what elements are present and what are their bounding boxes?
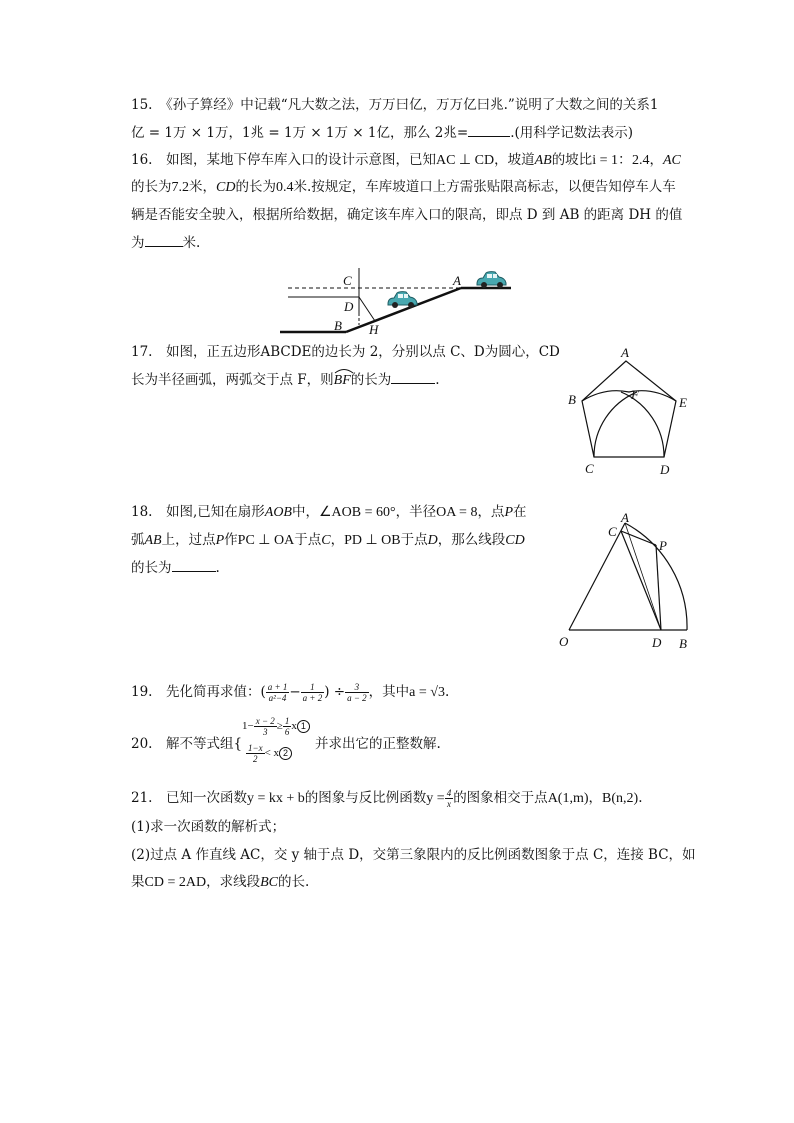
q19-f3-den: a − 2	[347, 693, 367, 703]
q21-linear: y = kx + b	[246, 791, 305, 806]
q17-text-2c: .	[435, 372, 440, 388]
q18-pd-perp: PD ⊥ OB	[344, 533, 401, 548]
q15-line-1	[131, 96, 658, 114]
q21-line-1	[131, 788, 642, 809]
q18-text-1e: ，半径	[395, 504, 437, 520]
q17-arc-label: BF	[333, 373, 351, 388]
q18-p2: P	[215, 533, 225, 548]
q19-f3-num: 3	[345, 682, 369, 693]
q19-frac-1	[266, 682, 290, 703]
q18-text-1a: 18. 如图,已知在扇形	[131, 504, 265, 520]
q19-f1-den: a²−4	[268, 693, 287, 703]
q19-condition: a = √3	[409, 685, 445, 700]
q19-f1-num: a + 1	[267, 682, 288, 692]
q18-text-2a: 弧	[131, 532, 145, 548]
q19-minus: −	[289, 684, 301, 700]
q16-line-3	[131, 206, 682, 224]
label-e: E	[679, 395, 687, 410]
q20-r2-frac	[246, 743, 265, 764]
q16-text-3: 辆是否能安全驶入，根据所给数据，确定该车库入口的限高，即点 D 到 AB 的距离 DH 的值	[131, 207, 683, 223]
q17-line-2	[131, 371, 440, 390]
q19-f2-num: 1	[301, 682, 325, 693]
q20-r1-num: x − 2	[255, 716, 275, 726]
q21-text-1e: 的图象相交于点	[453, 790, 548, 806]
q19-prefix: 19. 先化简再求值：(	[131, 684, 266, 700]
q17-text-2a: 长为半径画弧，两弧交于点 F，则	[131, 372, 334, 388]
q18-text-2e: 作	[224, 532, 238, 548]
q18-aob: AOB	[264, 505, 292, 520]
q18-line-1	[131, 503, 527, 522]
q17-line-1	[131, 343, 560, 361]
q19-frac-3	[345, 682, 369, 703]
q17-text-1: 17. 如图，正五边形ABCDE的边长为 2，分别以点 C、D为圆心，CD	[131, 344, 560, 360]
label-c: C	[343, 273, 352, 288]
q19-line	[131, 682, 449, 703]
q18-pc-perp: PC ⊥ OA	[237, 533, 295, 548]
label-h: H	[369, 322, 379, 337]
q16-slope-ratio: i = 1：2.4	[592, 153, 650, 168]
q16-text-4b: 米.	[182, 235, 201, 251]
q18-text-2k: 于点	[400, 532, 428, 548]
q20-suffix-line	[315, 735, 441, 753]
q18-p: P	[504, 505, 513, 520]
q18-cd: CD	[505, 533, 525, 548]
q20-r2-lt: < x	[264, 747, 280, 760]
q19-frac-2	[301, 682, 325, 703]
arc-symbol-icon	[334, 368, 354, 374]
q18-text-1c: 中，	[291, 504, 319, 520]
q16-comma: ，	[649, 152, 663, 168]
q19-close: ) ÷	[324, 684, 346, 700]
dh-line	[359, 297, 375, 321]
q18-text-3a: 的长为	[131, 560, 172, 576]
q16-ab: AB	[534, 153, 552, 168]
q18-answer-blank[interactable]	[172, 559, 216, 572]
q20-r1-den2: 6	[284, 727, 290, 737]
q18-line-3	[131, 559, 220, 577]
q20-r1-x: x	[291, 720, 297, 733]
q21-part-2: (2)过点 A 作直线 AC，交 y 轴于点 D，交第三象限内的反比例函数图象于点 C，连接 BC，如	[131, 847, 696, 863]
arc-from-c	[621, 392, 664, 457]
label-a: A	[621, 510, 629, 525]
q18-ab: AB	[144, 533, 162, 548]
label-d: D	[344, 299, 354, 314]
label-f: F	[631, 387, 639, 402]
label-c: C	[585, 461, 594, 476]
q16-line-1	[131, 151, 681, 170]
label-c: C	[608, 524, 617, 539]
q21-comma: ，	[588, 790, 603, 806]
q16-text-4a: 为	[131, 235, 145, 251]
q16-text-2c: 米，	[189, 179, 216, 195]
q16-text-1a: 16. 如图，某地下停车库入口的设计示意图，已知	[131, 152, 436, 168]
q20-r2-num: 1−x	[248, 743, 263, 753]
label-b: B	[679, 636, 687, 651]
q16-ac-length: 7.2	[171, 180, 189, 195]
label-b: B	[334, 318, 342, 333]
q21-text-4a: 果	[131, 874, 145, 890]
q16-cd-length: 0.4	[275, 180, 294, 195]
label-a: A	[621, 345, 629, 360]
q21-part-1: (1)求一次函数的解析式；	[131, 819, 286, 835]
label-b: B	[568, 392, 576, 407]
q18-angle: ∠AOB = 60°	[318, 505, 396, 520]
q16-ac: AC	[662, 153, 681, 168]
q18-d: D	[427, 533, 438, 548]
q21-den: x	[446, 799, 451, 809]
q18-text-3b: .	[215, 560, 220, 576]
q17-figure	[560, 345, 700, 480]
q21-text-4c: ，求线段	[206, 874, 261, 890]
q16-cd: CD	[216, 180, 236, 195]
q21-text-1a: 21. 已知一次函数	[131, 790, 247, 806]
q21-line-4	[131, 873, 309, 892]
q19-end: .	[444, 684, 450, 700]
q21-point-b: B(n,2)	[602, 791, 639, 806]
q21-line-2	[131, 818, 285, 836]
q20-prefix: 20. 解不等式组{	[131, 736, 243, 752]
car-icon	[388, 292, 417, 308]
label-d: D	[660, 462, 670, 477]
q17-answer-blank[interactable]	[391, 371, 435, 384]
q16-line-4	[131, 234, 200, 252]
circled-two-icon: 2	[279, 747, 292, 760]
q21-line-3	[131, 846, 696, 864]
label-o: O	[559, 634, 569, 649]
q17-arc-bf	[334, 372, 351, 390]
q15-line-2	[131, 124, 633, 142]
q18-figure	[555, 510, 700, 655]
q18-c: C	[321, 533, 331, 548]
q20-r2-den: 2	[253, 754, 258, 764]
q21-y-eq: y =	[426, 791, 445, 806]
q18-line-2	[131, 531, 525, 550]
oa-line	[569, 523, 625, 630]
q21-cd-eq: CD = 2AD	[144, 875, 207, 890]
q20-r1-a: 1−	[242, 720, 254, 733]
label-p: P	[659, 538, 667, 553]
q18-radius: OA = 8	[436, 505, 478, 520]
q20-line	[131, 735, 242, 753]
q16-text-1d: 的坡比	[551, 152, 593, 168]
pentagon	[582, 361, 676, 457]
q20-r1-frac	[254, 716, 277, 737]
q18-text-2i: ，	[330, 532, 345, 548]
q15-answer-blank[interactable]	[468, 124, 510, 137]
q21-point-a: A(1,m)	[547, 791, 589, 806]
q16-perp: AC ⊥ CD	[435, 153, 495, 168]
q18-text-2m: ，那么线段	[437, 532, 506, 548]
q18-text-1i: 在	[513, 504, 527, 520]
q19-suffix: ，其中	[368, 684, 410, 700]
q16-text-2a: 的长为	[131, 179, 172, 195]
q15-text-2a: 亿 = 1万 × 1万，1兆 = 1万 × 1万 × 1亿，那么 2兆=	[131, 125, 469, 141]
q21-text-4e: 的长.	[277, 874, 310, 890]
q20-r1-num2: 1	[284, 716, 290, 726]
q16-text-2g: 米.按规定，车库坡道口上方需张贴限高标志，以便告知停车人车	[293, 179, 676, 195]
q15-text-2b: .(用科学记数法表示)	[510, 125, 634, 141]
q21-end: .	[638, 790, 643, 806]
q20-r1-geq: ≥	[276, 720, 283, 733]
q16-text-1b: ，坡道	[494, 152, 535, 168]
q18-text-2c: 上，过点	[161, 532, 216, 548]
car-icon	[477, 272, 506, 288]
q16-text-2e: 的长为	[235, 179, 276, 195]
q15-text-1: 15. 《孙子算经》中记载“凡大数之法，万万曰亿，万万亿曰兆.”说明了大数之间的关系1	[131, 97, 659, 113]
q21-num: 4	[446, 788, 452, 798]
q18-text-2g: 于点	[294, 532, 322, 548]
q20-r1-den: 3	[263, 727, 268, 737]
q20-ineq-2	[246, 743, 292, 764]
q16-line-2	[131, 178, 676, 197]
q18-text-1g: ，点	[477, 504, 505, 520]
q20-ineq-1	[242, 716, 310, 737]
q16-answer-blank[interactable]	[145, 234, 183, 247]
label-a: A	[453, 273, 461, 288]
q21-frac	[445, 788, 454, 809]
label-d: D	[652, 635, 662, 650]
circled-one-icon: 1	[297, 720, 310, 733]
q16-figure	[280, 268, 515, 340]
q21-bc: BC	[260, 875, 278, 890]
q19-f2-den: a + 2	[302, 693, 323, 703]
q21-text-1c: 的图象与反比例函数	[304, 790, 427, 806]
ad-line	[625, 523, 661, 630]
q20-suffix: 并求出它的正整数解.	[315, 736, 441, 752]
q17-text-2b: 的长为	[350, 372, 392, 388]
